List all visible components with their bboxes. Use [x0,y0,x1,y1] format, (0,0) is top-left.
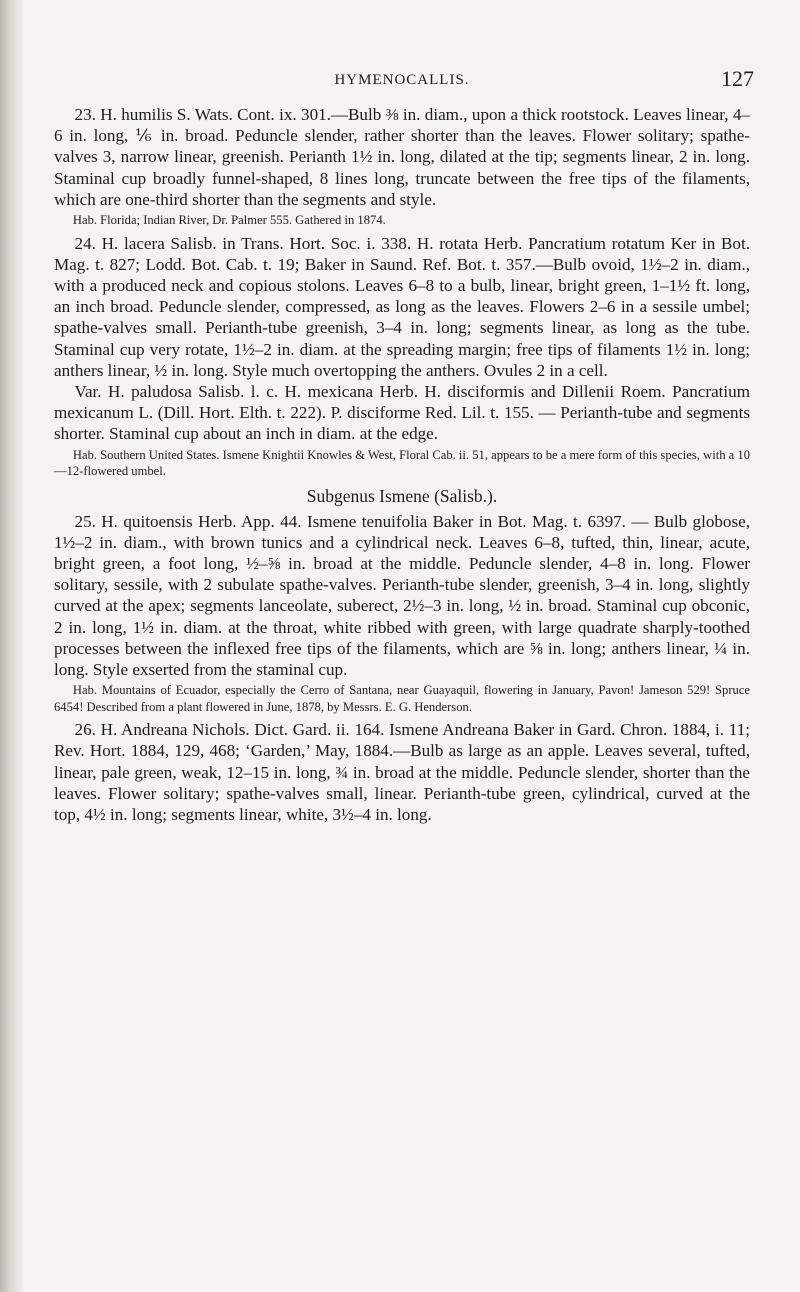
running-head [54,66,754,96]
species-entry-25: 25. H. quitoensis Herb. App. 44. Ismene tenuifolia Baker in Bot. Mag. t. 6397. — Bulb globose, 1½–2 in. diam., with brown tunics and a cylindrical neck. Leaves 6–8, tufted, thin, linear, acute, bright green, a foot long, ½–⅝ in. broad at the middle. Peduncle slender, 4–8 in. long. Flower solitary, sessile, with 2 subulate spathe-valves. Perianth-tube slender, greenish, 3–4 in. long, slightly curved at the apex; segments lanceolate, suberect, 2½–3 in. long, ½ in. broad. Staminal cup obconic, 2 in. long, 1½ in. diam. at the throat, white ribbed with green, with large quadrate sharply-toothed processes between the inflexed free tips of the filaments, which are ⅝ in. long; anthers linear, ¼ in. long. Style exserted from the staminal cup. [54,511,750,679]
habitat-note-23: Hab. Florida; Indian River, Dr. Palmer 555. Gathered in 1874. [72,213,386,228]
running-title: HYMENOCALLIS. [334,72,470,88]
habitat-note-25: Hab. Mountains of Ecuador, especially the Cerro of Santana, near Guayaquil, flowering in January, Pavon! Jameson 529! Spruce 6454! Described from a plant flowered in June, 1878, by Messrs. E. G. Henderson. [54,683,750,714]
page-binding-edge [0,0,22,1292]
variety-entry-24: Var. H. paludosa Salisb. l. c. H. mexicana Herb. H. disciformis and Dillenii Roem. Pancratium mexicanum L. (Dill. Hort. Elth. t. 222). P. disciforme Red. Lil. t. 155. — Perianth-tube and segments shorter. Staminal cup about an inch in diam. at the edge. [54,381,750,444]
species-entry-26: 26. H. Andreana Nichols. Dict. Gard. ii. 164. Ismene Andreana Baker in Gard. Chron. 1884, i. 11; Rev. Hort. 1884, 129, 468; ‘Garden,’ May, 1884.—Bulb as large as an apple. Leaves several, tufted, linear, pale green, weak, 12–15 in. long, ¾ in. broad at the middle. Peduncle slender, shorter than the leaves. Flower solitary; spathe-valves small, linear. Perianth-tube green, cylindrical, curved at the top, 4½ in. long; segments linear, white, 3½–4 in. long. [54,720,750,824]
page-number: 127 [721,66,754,91]
habitat-note-24: Hab. Southern United States. Ismene Knightii Knowles & West, Floral Cab. ii. 51, appears to be a mere form of this species, with a 10—12-flowered umbel. [54,447,750,479]
species-entry-24: 24. H. lacera Salisb. in Trans. Hort. Soc. i. 338. H. rotata Herb. Pancratium rotatum Ker in Bot. Mag. t. 827; Lodd. Bot. Cab. t. 19; Baker in Saund. Ref. Bot. t. 357.—Bulb ovoid, 1½–2 in. diam., with a produced neck and copious stolons. Leaves 6–8 to a bulb, linear, bright green, 1–1½ ft. long, an inch broad. Peduncle slender, compressed, as long as the leaves. Flowers 2–6 in a sessile umbel; spathe-valves small. Perianth-tube greenish, 3–4 in. long; segments linear, as long as the tube. Staminal cup very rotate, 1½–2 in. diam. at the spreading margin; free tips of filaments 1½ in. long; anthers linear, ½ in. long. Style much overtopping the anthers. Ovules 2 in a cell. [54,233,750,380]
subgenus-heading: Subgenus Ismene (Salisb.). [306,485,498,506]
document-page [54,66,754,825]
species-entry-23: 23. H. humilis S. Wats. Cont. ix. 301.—Bulb ⅜ in. diam., upon a thick rootstock. Leaves linear, 4–6 in. long, ⅙ in. broad. Peduncle slender, rather shorter than the leaves. Flower solitary; spathe-valves 3, narrow linear, greenish. Perianth 1½ in. long, dilated at the tip; segments linear, 2 in. long. Staminal cup broadly funnel-shaped, 8 lines long, truncate between the free tips of the filaments, which are one-third shorter than the segments and style. [54,105,750,209]
